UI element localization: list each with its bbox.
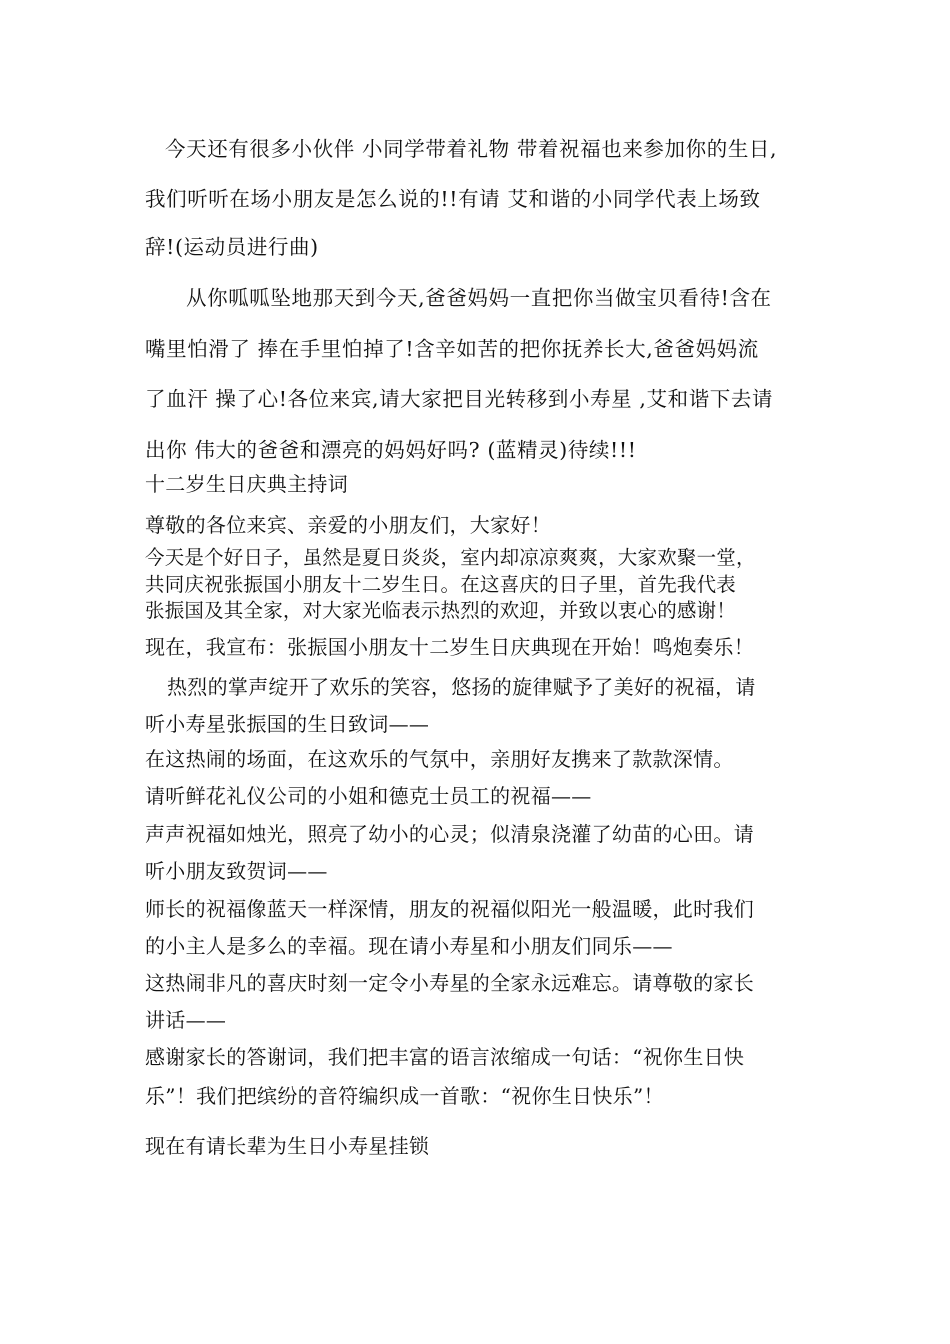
paragraph-line: 这热闹非凡的喜庆时刻一定令小寿星的全家永远难忘。请尊敬的家长 xyxy=(145,971,754,995)
paragraph-line: 张振国及其全家，对大家光临表示热烈的欢迎，并致以衷心的感谢！ xyxy=(145,599,737,622)
paragraph-line: 的小主人是多么的幸福。现在请小寿星和小朋友们同乐—— xyxy=(145,934,673,958)
section2-title: 十二岁生日庆典主持词 xyxy=(145,472,348,496)
section1-line-1: 今天还有很多小伙伴 小同学带着礼物 带着祝福也来参加你的生日, xyxy=(165,137,778,161)
paragraph-line: 现在，我宣布：张振国小朋友十二岁生日庆典现在开始！鸣炮奏乐！ xyxy=(145,635,754,659)
paragraph-line: 师长的祝福像蓝天一样深情，朋友的祝福似阳光一般温暖，此时我们 xyxy=(145,897,754,921)
paragraph-line: 乐”！我们把缤纷的音符编织成一首歌：“祝你生日快乐”！ xyxy=(145,1084,664,1108)
paragraph-line: 讲话—— xyxy=(145,1008,227,1032)
greeting-line: 尊敬的各位来宾、亲爱的小朋友们，大家好！ xyxy=(145,513,551,537)
paragraph-line: 声声祝福如烛光，照亮了幼小的心灵；似清泉浇灌了幼苗的心田。请 xyxy=(145,822,754,846)
paragraph-line: 共同庆祝张振国小朋友十二岁生日。在这喜庆的日子里，首先我代表 xyxy=(145,573,737,596)
paragraph-line: 现在有请长辈为生日小寿星挂锁 xyxy=(145,1134,430,1158)
paragraph-line: 请听鲜花礼仪公司的小姐和德克士员工的祝福—— xyxy=(145,784,592,808)
section1-line-7: 出你 伟大的爸爸和漂亮的妈妈好吗? (蓝精灵)待续!!! xyxy=(145,438,637,462)
section1-line-2: 我们听听在场小朋友是怎么说的!!有请 艾和谐的小同学代表上场致 xyxy=(145,187,761,211)
paragraph-line: 在这热闹的场面，在这欢乐的气氛中，亲朋好友携来了款款深情。 xyxy=(145,747,734,771)
paragraph-line: 今天是个好日子，虽然是夏日炎炎，室内却凉凉爽爽，大家欢聚一堂， xyxy=(145,546,756,569)
section1-line-6: 了血汗 操了心!各位来宾,请大家把目光转移到小寿星 ,艾和谐下去请 xyxy=(145,387,774,411)
paragraph-line: 热烈的掌声绽开了欢乐的笑容，悠扬的旋律赋予了美好的祝福，请 xyxy=(167,675,756,699)
section1-line-3: 辞!(运动员进行曲) xyxy=(145,235,319,259)
paragraph-line: 听小寿星张振国的生日致词—— xyxy=(145,712,430,736)
section1-line-5: 嘴里怕滑了 捧在手里怕掉了!含辛如苦的把你抚养长大,爸爸妈妈流 xyxy=(145,337,759,361)
paragraph-line: 感谢家长的答谢词，我们把丰富的语言浓缩成一句话：“祝你生日快 xyxy=(145,1045,745,1069)
paragraph-line: 听小朋友致贺词—— xyxy=(145,859,328,883)
section1-line-4: 从你呱呱坠地那天到今天,爸爸妈妈一直把你当做宝贝看待!含在 xyxy=(186,286,772,310)
